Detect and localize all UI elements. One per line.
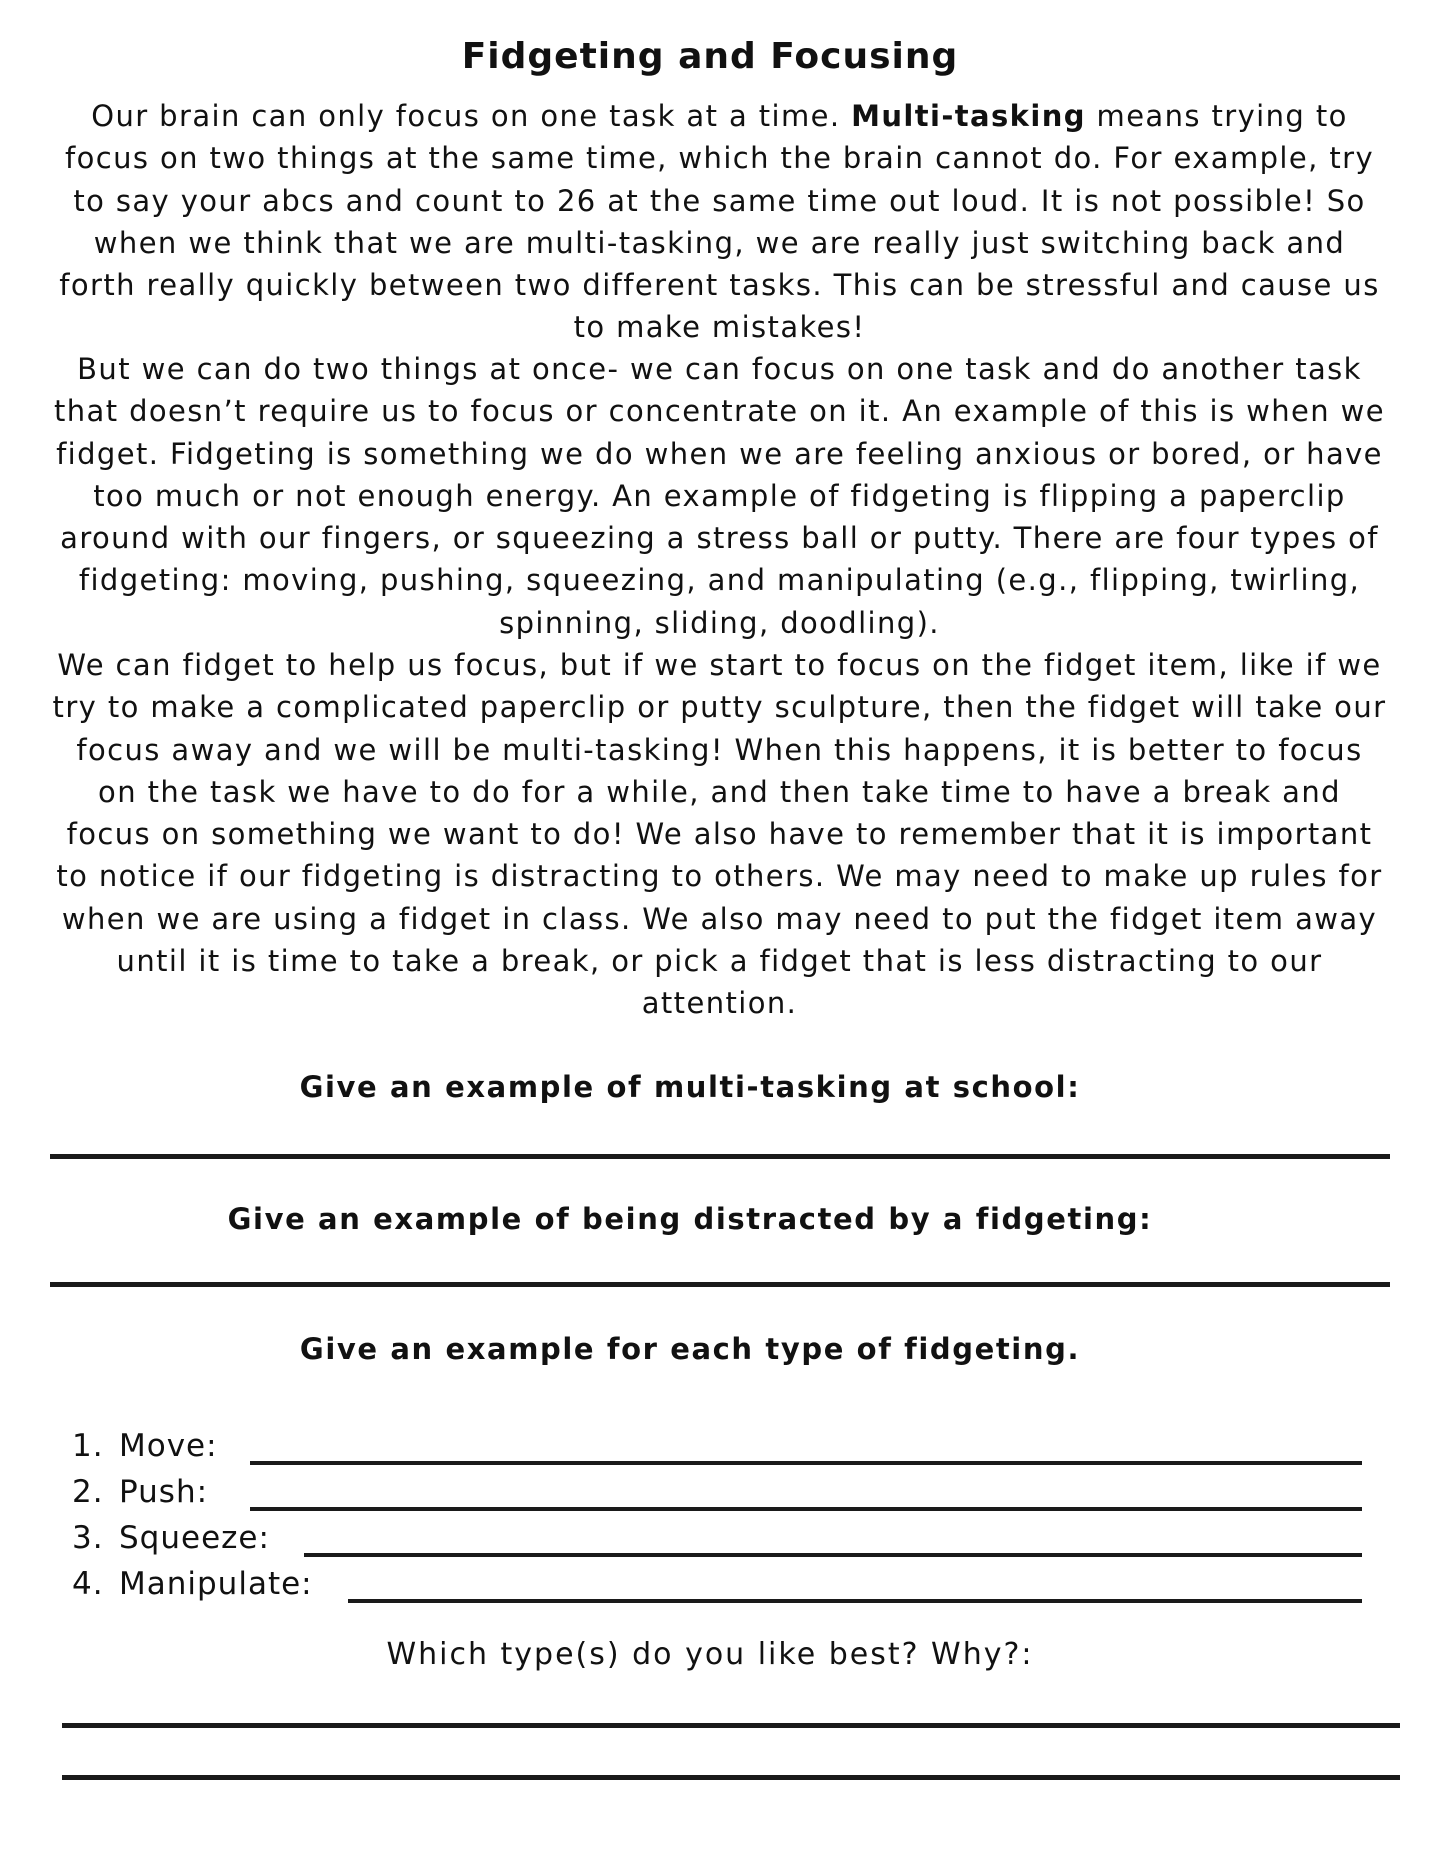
answer-line-move[interactable]	[250, 1461, 1362, 1465]
fidget-type-label: Squeeze:	[119, 1520, 270, 1556]
list-item	[72, 1520, 1372, 1566]
intro-lead: Our brain can only focus on one task at a time.	[91, 99, 852, 133]
multitasking-term: Multi-tasking	[851, 99, 1086, 133]
answer-line-multitasking[interactable]	[50, 1154, 1390, 1159]
intro-paragraph	[52, 95, 1387, 349]
fidget-type-list	[72, 1428, 1372, 1612]
question-favorite-type: Which type(s) do you like best? Why?:	[386, 1637, 1034, 1672]
fidget-type-label: Manipulate:	[119, 1566, 313, 1602]
fidgeting-paragraph: But we can do two things at once- we can focus on one task and do another task that doesn’t require us to focus or concentrate on it. An example of this is when we fidget. Fidgeting is something we do when we are feeling anxious or bored, or have too much or not enough energy. An example of fidgeting is flipping a paperclip around with our fingers, or squeezing a stress ball or putty. There are four types of fidgeting: moving, pushing, squeezing, and manipulating (e.g., flipping, twirling, spinning, sliding, doodling).	[53, 352, 1386, 640]
question-multitasking: Give an example of multi-tasking at school:	[299, 1070, 1081, 1104]
list-item	[72, 1474, 1372, 1520]
list-number: 4.	[72, 1566, 104, 1602]
list-number: 2.	[72, 1474, 104, 1510]
list-number: 3.	[72, 1520, 104, 1556]
list-number: 1.	[72, 1428, 104, 1464]
page-title: Fidgeting and Focusing	[461, 36, 959, 77]
list-item	[72, 1428, 1372, 1474]
answer-line-distracted[interactable]	[50, 1282, 1390, 1287]
list-item	[72, 1566, 1372, 1612]
answer-line-manipulate[interactable]	[348, 1599, 1362, 1603]
answer-line-favorite-2[interactable]	[62, 1775, 1400, 1780]
intro-rest: means trying to focus on two things at the same time, which the brain cannot do. For example, try to say your abcs and count to 26 at the same time out loud. It is not possible! So when we think that we are multi-tasking, we are really just switching back and forth really quickly between two different tasks. This can be stressful and cause us to make mistakes!	[59, 99, 1380, 345]
answer-line-push[interactable]	[250, 1507, 1362, 1511]
question-distracted: Give an example of being distracted by a fidgeting:	[227, 1202, 1153, 1236]
question-fidget-types: Give an example for each type of fidgeting.	[299, 1332, 1081, 1366]
answer-line-favorite-1[interactable]	[62, 1723, 1400, 1728]
answer-line-squeeze[interactable]	[304, 1553, 1362, 1557]
focus-paragraph: We can fidget to help us focus, but if we start to focus on the fidget item, like if we try to make a complicated paperclip or putty sculpture, then the fidget will take our focus away and we will be multi-tasking! When this happens, it is better to focus on the task we have to do for a while, and then take time to have a break and focus on something we want to do! We also have to remember that it is important to notice if our fidgeting is distracting to others. We may need to make up rules for when we are using a fidget in class. We also may need to put the fidget item away until it is time to take a break, or pick a fidget that is less distracting to our attention.	[52, 648, 1387, 1021]
fidget-type-label: Move:	[119, 1428, 218, 1464]
fidget-type-label: Push:	[119, 1474, 209, 1510]
